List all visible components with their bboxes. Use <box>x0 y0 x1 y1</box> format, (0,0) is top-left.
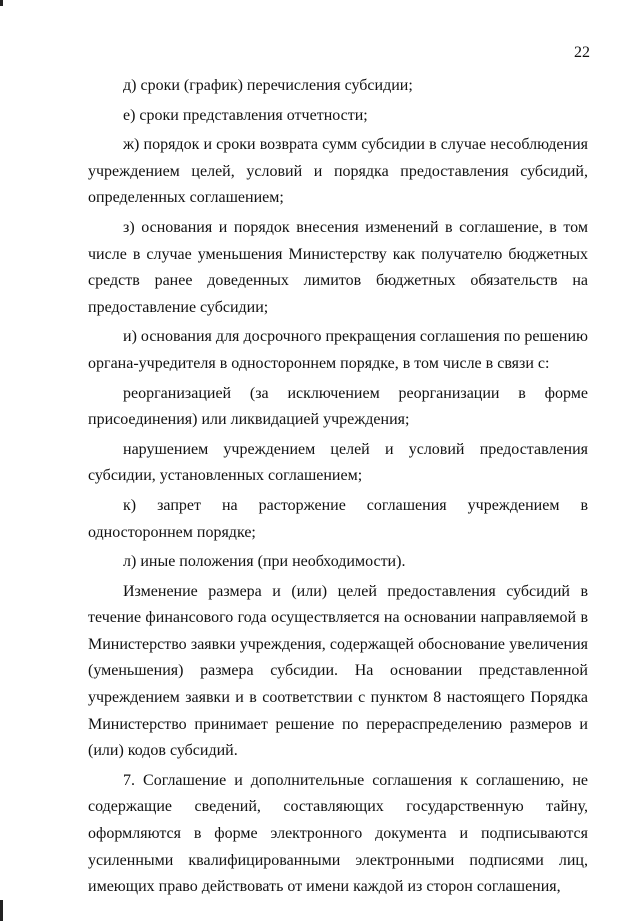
paragraph-l: л) иные положения (при необходимости). <box>123 553 406 571</box>
paragraph-change: Изменение размера и (или) целей предоставления субсидий в течение финансового года осуществляется на основании направляемой в Министерство заявки учреждения, содержащей обоснование увеличения (уменьшения) размера субсидии. На основании представленной учреждением заявки и в соответствии с пунктом 8 настоящего Порядка Министерство принимает решение по перераспределению размеров и (или) кодов субсидий. <box>88 582 588 760</box>
paragraph-7: 7. Соглашение и дополнительные соглашения к соглашению, не содержащие сведений, составляющих государственную тайну, оформляются в форме электронного документа и подписываются усиленными квалифицированными электронными подписями лиц, имеющих право действовать от имени каждой из сторон соглашения, <box>88 771 588 896</box>
paragraph-z: з) основания и порядок внесения изменений в соглашение, в том числе в случае уменьшения Министерству как получателю бюджетных средств ранее доведенных лимитов бюджетных обязательств на предоставление субсидии; <box>88 218 588 316</box>
document-body <box>88 73 588 901</box>
paragraph-e: е) сроки представления отчетности; <box>123 106 368 124</box>
paragraph-i: и) основания для досрочного прекращения соглашения по решению органа-учредителя в одностороннем порядке, в том числе в связи с: <box>88 328 588 372</box>
paragraph-k: к) запрет на расторжение соглашения учреждением в одностороннем порядке; <box>88 496 588 541</box>
paragraph-zh: ж) порядок и сроки возврата сумм субсидии в случае несоблюдения учреждением целей, условий и порядка предоставления субсидий, определенных соглашением; <box>88 136 588 207</box>
scan-edge-mark <box>0 900 3 921</box>
scan-edge-mark <box>0 0 3 6</box>
paragraph-d: д) сроки (график) перечисления субсидии; <box>123 77 413 94</box>
paragraph-violation: нарушением учреждением целей и условий предоставления субсидии, установленных соглашением; <box>88 440 588 485</box>
page-number: 22 <box>574 44 590 61</box>
paragraph-reorganization: реорганизацией (за исключением реорганизации в форме присоединения) или ликвидацией учреждения; <box>88 384 588 429</box>
